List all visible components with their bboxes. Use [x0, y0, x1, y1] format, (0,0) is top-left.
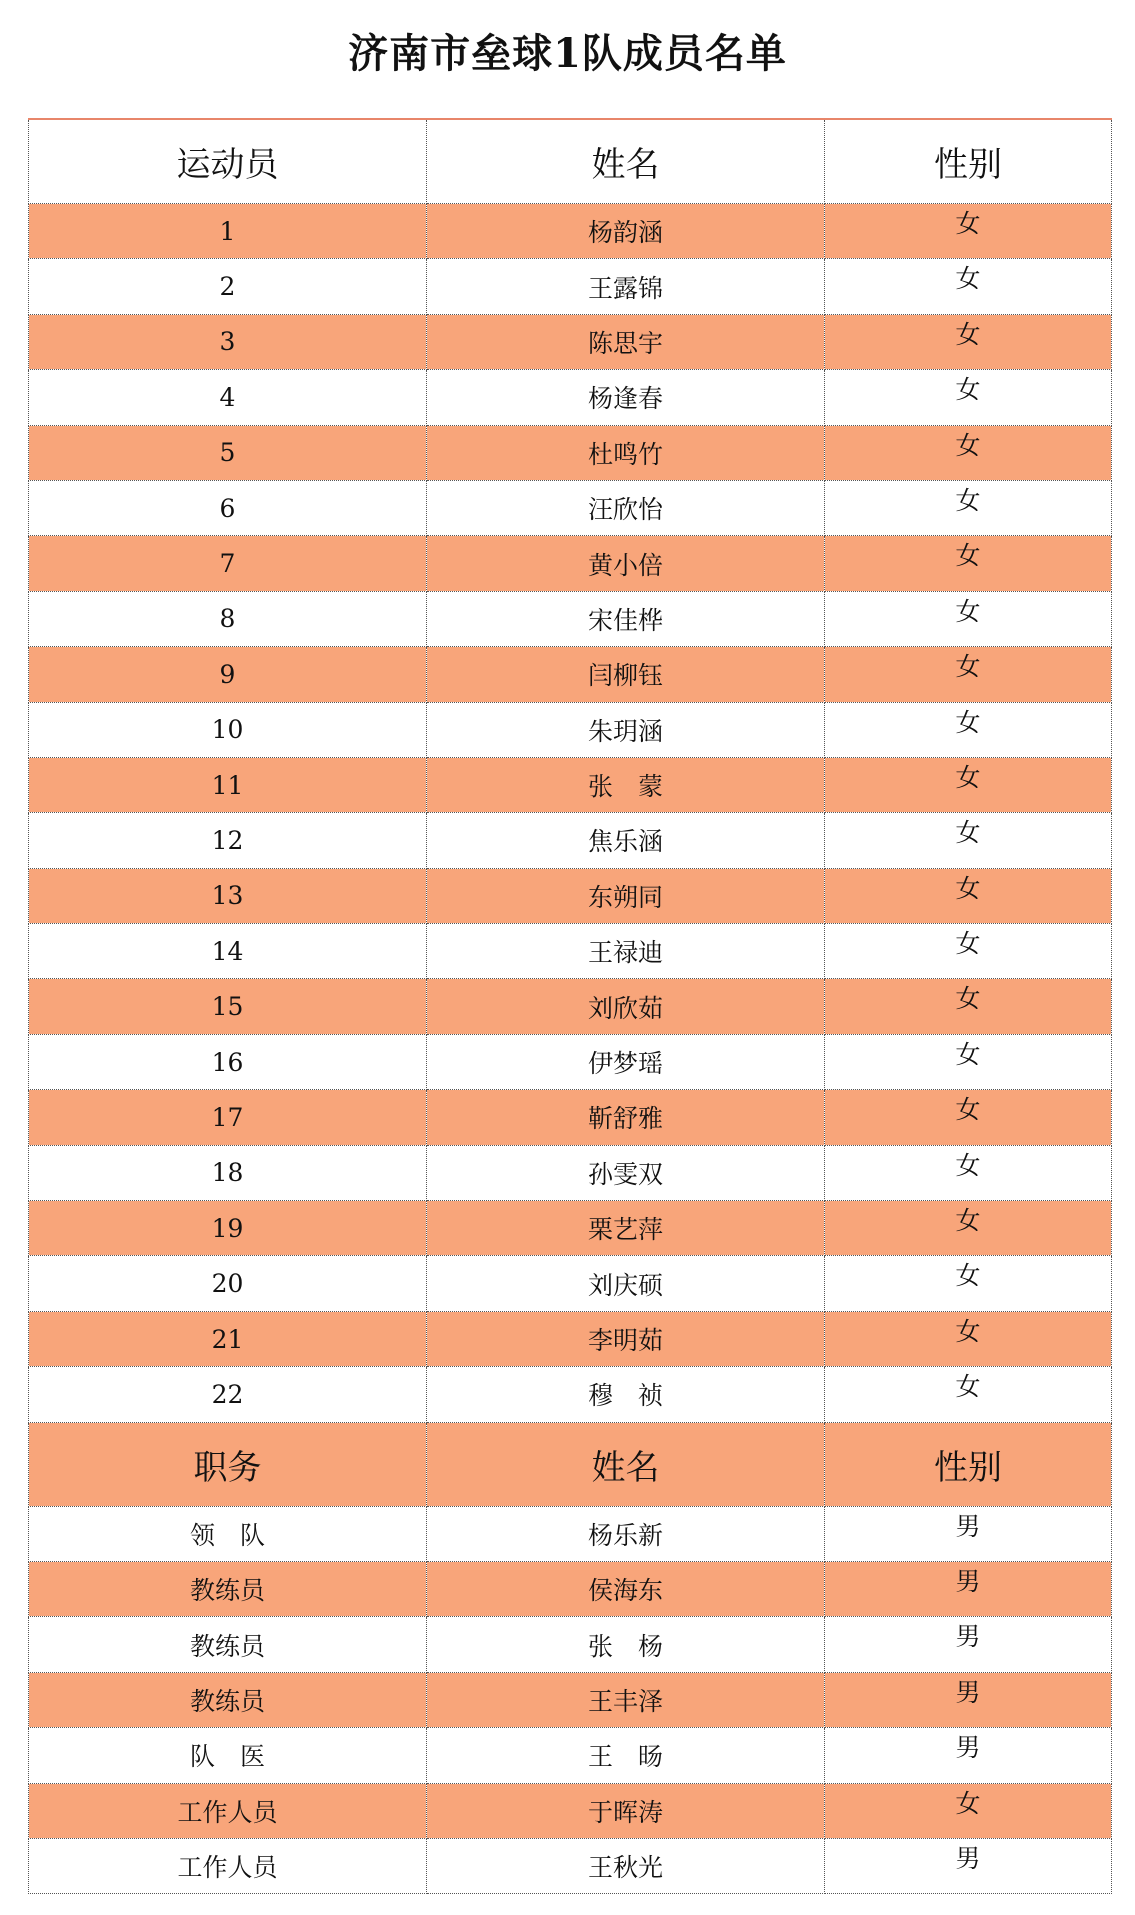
- table-row: [29, 1728, 1112, 1783]
- table-row: [29, 536, 1112, 591]
- table-row: [29, 1311, 1112, 1366]
- athlete-number: 20: [29, 1256, 427, 1311]
- staff-gender: 男: [825, 1838, 1112, 1893]
- table-row: [29, 1034, 1112, 1089]
- athlete-gender: 女: [825, 1034, 1112, 1089]
- header-gender: 性别: [825, 1422, 1112, 1506]
- athlete-name: 李明茹: [427, 1311, 825, 1366]
- athlete-gender: 女: [825, 314, 1112, 369]
- table-row: [29, 1090, 1112, 1145]
- table-row: [29, 1617, 1112, 1672]
- athlete-gender: 女: [825, 425, 1112, 480]
- athlete-name: 杜鸣竹: [427, 425, 825, 480]
- athlete-number: 6: [29, 480, 427, 535]
- table-row: [29, 314, 1112, 369]
- table-row: [29, 757, 1112, 812]
- athlete-number: 9: [29, 647, 427, 702]
- athlete-gender: 女: [825, 1311, 1112, 1366]
- header-role: 职务: [29, 1422, 427, 1506]
- athlete-number: 5: [29, 425, 427, 480]
- athlete-name: 孙雯双: [427, 1145, 825, 1200]
- athlete-name: 刘欣茹: [427, 979, 825, 1034]
- athlete-number: 3: [29, 314, 427, 369]
- athlete-gender: 女: [825, 757, 1112, 812]
- staff-role: 领 队: [29, 1506, 427, 1561]
- athlete-number: 17: [29, 1090, 427, 1145]
- table-row: [29, 979, 1112, 1034]
- athlete-name: 靳舒雅: [427, 1090, 825, 1145]
- athlete-name: 黄小倍: [427, 536, 825, 591]
- athlete-number: 19: [29, 1201, 427, 1256]
- athlete-number: 7: [29, 536, 427, 591]
- athlete-number: 18: [29, 1145, 427, 1200]
- athlete-name: 陈思宇: [427, 314, 825, 369]
- table-row: [29, 480, 1112, 535]
- athlete-number: 16: [29, 1034, 427, 1089]
- athlete-name: 汪欣怡: [427, 480, 825, 535]
- athlete-name: 王露锦: [427, 259, 825, 314]
- staff-name: 杨乐新: [427, 1506, 825, 1561]
- athlete-gender: 女: [825, 1201, 1112, 1256]
- table-row: [29, 1561, 1112, 1616]
- athlete-number: 4: [29, 370, 427, 425]
- athlete-gender: 女: [825, 1256, 1112, 1311]
- athlete-gender: 女: [825, 204, 1112, 259]
- staff-role: 工作人员: [29, 1783, 427, 1838]
- athlete-name: 焦乐涵: [427, 813, 825, 868]
- table-row: [29, 1672, 1112, 1727]
- table-row: [29, 1145, 1112, 1200]
- athlete-name: 东朔同: [427, 868, 825, 923]
- athlete-number: 15: [29, 979, 427, 1034]
- athlete-number: 10: [29, 702, 427, 757]
- table-row: [29, 1367, 1112, 1422]
- athlete-gender: 女: [825, 370, 1112, 425]
- table-row: [29, 1506, 1112, 1561]
- staff-gender: 男: [825, 1617, 1112, 1672]
- athlete-gender: 女: [825, 647, 1112, 702]
- roster-table: [28, 118, 1112, 1894]
- staff-gender: 男: [825, 1728, 1112, 1783]
- athlete-number: 8: [29, 591, 427, 646]
- athlete-name: 王禄迪: [427, 924, 825, 979]
- athlete-number: 14: [29, 924, 427, 979]
- staff-name: 王 旸: [427, 1728, 825, 1783]
- athlete-name: 栗艺萍: [427, 1201, 825, 1256]
- athlete-gender: 女: [825, 813, 1112, 868]
- athlete-number: 22: [29, 1367, 427, 1422]
- athlete-gender: 女: [825, 480, 1112, 535]
- table-row: [29, 813, 1112, 868]
- athlete-name: 刘庆硕: [427, 1256, 825, 1311]
- athlete-name: 穆 祯: [427, 1367, 825, 1422]
- athlete-gender: 女: [825, 979, 1112, 1034]
- athlete-header-row: [29, 119, 1112, 204]
- staff-role: 工作人员: [29, 1838, 427, 1893]
- staff-gender: 男: [825, 1561, 1112, 1616]
- athlete-gender: 女: [825, 591, 1112, 646]
- table-row: [29, 702, 1112, 757]
- table-row: [29, 1783, 1112, 1838]
- header-gender: 性别: [825, 119, 1112, 204]
- athlete-gender: 女: [825, 924, 1112, 979]
- staff-name: 王丰泽: [427, 1672, 825, 1727]
- table-row: [29, 1256, 1112, 1311]
- athlete-gender: 女: [825, 1090, 1112, 1145]
- staff-name: 侯海东: [427, 1561, 825, 1616]
- table-row: [29, 1838, 1112, 1893]
- athlete-gender: 女: [825, 868, 1112, 923]
- table-row: [29, 370, 1112, 425]
- table-row: [29, 425, 1112, 480]
- athlete-name: 杨韵涵: [427, 204, 825, 259]
- staff-name: 于晖涛: [427, 1783, 825, 1838]
- table-row: [29, 647, 1112, 702]
- staff-name: 王秋光: [427, 1838, 825, 1893]
- athlete-number: 2: [29, 259, 427, 314]
- staff-role: 队 医: [29, 1728, 427, 1783]
- table-row: [29, 924, 1112, 979]
- athlete-gender: 女: [825, 702, 1112, 757]
- table-row: [29, 259, 1112, 314]
- table-row: [29, 204, 1112, 259]
- athlete-gender: 女: [825, 259, 1112, 314]
- athlete-name: 闫柳钰: [427, 647, 825, 702]
- athlete-number: 12: [29, 813, 427, 868]
- athlete-name: 张 蒙: [427, 757, 825, 812]
- header-name: 姓名: [427, 1422, 825, 1506]
- table-row: [29, 868, 1112, 923]
- page-title: 济南市垒球1队成员名单: [348, 30, 787, 77]
- athlete-gender: 女: [825, 536, 1112, 591]
- staff-gender: 男: [825, 1672, 1112, 1727]
- staff-role: 教练员: [29, 1561, 427, 1616]
- staff-gender: 女: [825, 1783, 1112, 1838]
- athlete-number: 13: [29, 868, 427, 923]
- athlete-number: 11: [29, 757, 427, 812]
- table-row: [29, 1201, 1112, 1256]
- table-row: [29, 591, 1112, 646]
- athlete-name: 宋佳桦: [427, 591, 825, 646]
- staff-role: 教练员: [29, 1672, 427, 1727]
- athlete-name: 杨逢春: [427, 370, 825, 425]
- athlete-number: 1: [29, 204, 427, 259]
- staff-role: 教练员: [29, 1617, 427, 1672]
- staff-name: 张 杨: [427, 1617, 825, 1672]
- header-name: 姓名: [427, 119, 825, 204]
- athlete-gender: 女: [825, 1145, 1112, 1200]
- header-athlete: 运动员: [29, 119, 427, 204]
- athlete-name: 朱玥涵: [427, 702, 825, 757]
- staff-header-row: [29, 1422, 1112, 1506]
- athlete-number: 21: [29, 1311, 427, 1366]
- athlete-gender: 女: [825, 1367, 1112, 1422]
- athlete-name: 伊梦瑶: [427, 1034, 825, 1089]
- staff-gender: 男: [825, 1506, 1112, 1561]
